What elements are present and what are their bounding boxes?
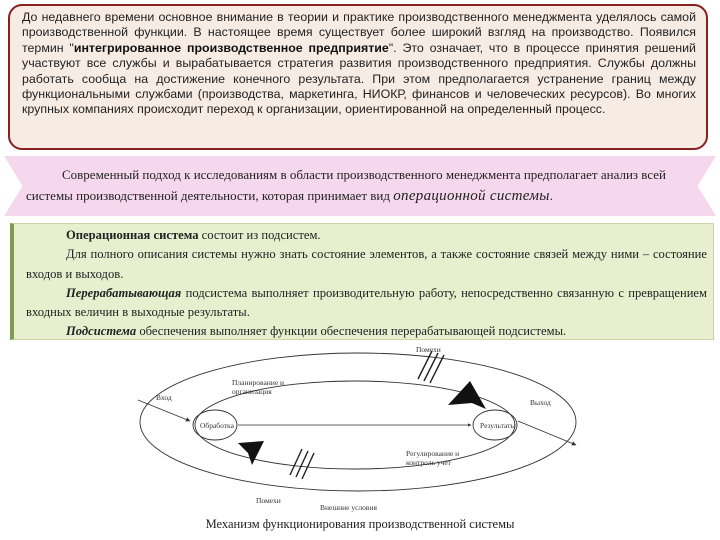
output-label: Выход <box>530 398 551 407</box>
full-description <box>26 245 707 284</box>
intro-text-part1: До недавнего времени основное внимание в теории и практике производственного менеджмента уделялось самой производственной функции. В настоящее время существует более широкий взгляд на производство. Появился термин " <box>22 10 696 55</box>
op-system-term: Операционная система <box>66 228 199 242</box>
op-system-line <box>26 226 707 245</box>
results-label: Результаты <box>480 421 516 430</box>
top-noise-label: Помехи <box>416 345 441 354</box>
op-system-rest: состоит из подсистем. <box>198 228 321 242</box>
feedback-label-line1: Регулирование и <box>406 449 460 458</box>
approach-emphasis: операционной системы <box>393 188 550 204</box>
processing-rest: подсистема выполняет производительную работу, непосредственно связанную с превращением входных величин в выходные результаты. <box>26 285 707 320</box>
approach-text <box>26 164 690 207</box>
support-line <box>26 322 707 341</box>
full-description-text: Для полного описания системы нужно знать состояние элементов, а также состояние связей между ними – состояние входов и выходов. <box>26 247 707 281</box>
intro-text-part2: ". Это означает, что в процессе принятия решений участвуют все службы и вырабатывается стратегия развития производственного предприятия. Службы должны работать сообща на достижение конечного результата. При этом предполагается устранение границ между функциональными службами (производства, маркетинга, НИОКР, финансов и человеческих ресурсов). Во многих крупных компаниях происходит переход к организации, ориентированной на определенный процесс. <box>22 40 696 117</box>
processing-line <box>26 284 707 323</box>
figure-caption: Механизм функционирования производственной системы <box>205 517 515 531</box>
processing-label: Обработка <box>200 421 234 430</box>
approach-text-main: Современный подход к исследованиям в области производственного менеджмента предполагает анализ всей системы производственной деятельности, которая принимает вид <box>26 167 667 203</box>
system-diagram <box>130 343 590 514</box>
approach-end: . <box>549 188 553 203</box>
support-term: Подсистема <box>66 324 137 339</box>
environment-label: Внешние условия <box>320 503 377 512</box>
intro-term: интегрированное производственное предприятие <box>73 40 389 55</box>
feedback-label-line2: контроль учет <box>406 458 451 467</box>
input-label: Вход <box>156 393 172 402</box>
bottom-noise-label: Помехи <box>256 496 281 505</box>
planning-label-line1: Планирование и <box>232 378 285 387</box>
processing-term: Перерабатывающая <box>66 285 182 300</box>
intro-paragraph <box>8 4 708 150</box>
planning-label-line2: организация <box>232 387 272 396</box>
support-rest: обеспечения выполняет функции обеспечения перерабатывающей подсистемы. <box>136 324 567 339</box>
subsystems-section <box>10 223 714 340</box>
